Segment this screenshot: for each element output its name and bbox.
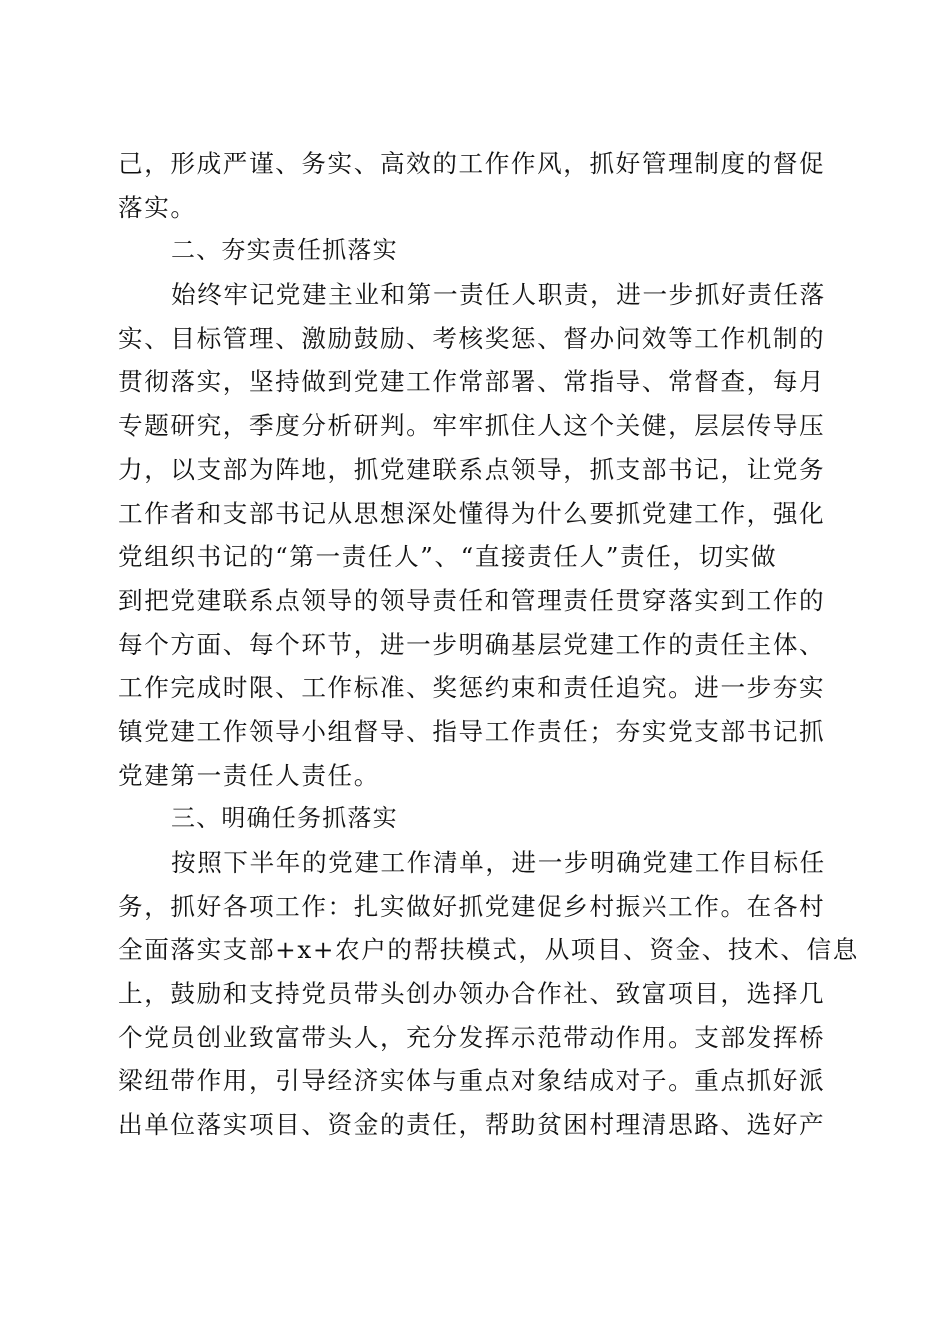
- body-text-line: 梁纽带作用，引导经济实体与重点对象结成对子。重点抓好派: [118, 1066, 826, 1096]
- body-text-line: 镇党建工作领导小组督导、指导工作责任；夯实党支部书记抓: [118, 716, 826, 746]
- document-body: [118, 142, 859, 1147]
- body-text-line: 落实。: [118, 192, 197, 222]
- body-text-line: 出单位落实项目、资金的责任，帮助贫困村理清思路、选好产: [118, 1110, 826, 1140]
- body-text-line: 工作完成时限、工作标准、奖惩约束和责任追究。进一步夯实: [118, 673, 826, 703]
- body-text-line: 务，抓好各项工作：扎实做好抓党建促乡村振兴工作。在各村: [118, 891, 826, 921]
- body-text-line: 贯彻落实，坚持做到党建工作常部署、常指导、常督查，每月: [118, 367, 826, 397]
- body-text-line: 己，形成严谨、务实、高效的工作作风，抓好管理制度的督促: [118, 149, 826, 178]
- body-text-line: 每个方面、每个环节，进一步明确基层党建工作的责任主体、: [118, 629, 826, 659]
- body-text-line: 力，以支部为阵地，抓党建联系点领导，抓支部书记，让党务: [118, 454, 826, 484]
- body-text-line: 党组织书记的“第一责任人”、“直接责任人”责任，切实做: [118, 542, 778, 572]
- body-text-line: 工作者和支部书记从思想深处懂得为什么要抓党建工作，强化: [118, 498, 826, 528]
- body-text-line: 上，鼓励和支持党员带头创办领办合作社、致富项目，选择几: [118, 979, 826, 1009]
- body-text-line: 始终牢记党建主业和第一责任人职责，进一步抓好责任落: [171, 280, 826, 310]
- body-text-line: 到把党建联系点领导的领导责任和管理责任贯穿落实到工作的: [118, 585, 826, 615]
- body-text-line: 党建第一责任人责任。: [118, 760, 380, 790]
- section-heading-3: 三、明确任务抓落实: [171, 804, 398, 833]
- section-heading-2: 二、夯实责任抓落实: [171, 236, 398, 265]
- body-text-line: 实、目标管理、激励鼓励、考核奖惩、督办问效等工作机制的: [118, 323, 826, 353]
- body-text-line: 全面落实支部+x+农户的帮扶模式，从项目、资金、技术、信息: [118, 935, 859, 965]
- body-text-line: 按照下半年的党建工作清单，进一步明确党建工作目标任: [171, 848, 826, 877]
- body-text-line: 专题研究，季度分析研判。牢牢抓住人这个关健，层层传导压: [118, 411, 826, 441]
- body-text-line: 个党员创业致富带头人，充分发挥示范带动作用。支部发挥桥: [118, 1022, 826, 1052]
